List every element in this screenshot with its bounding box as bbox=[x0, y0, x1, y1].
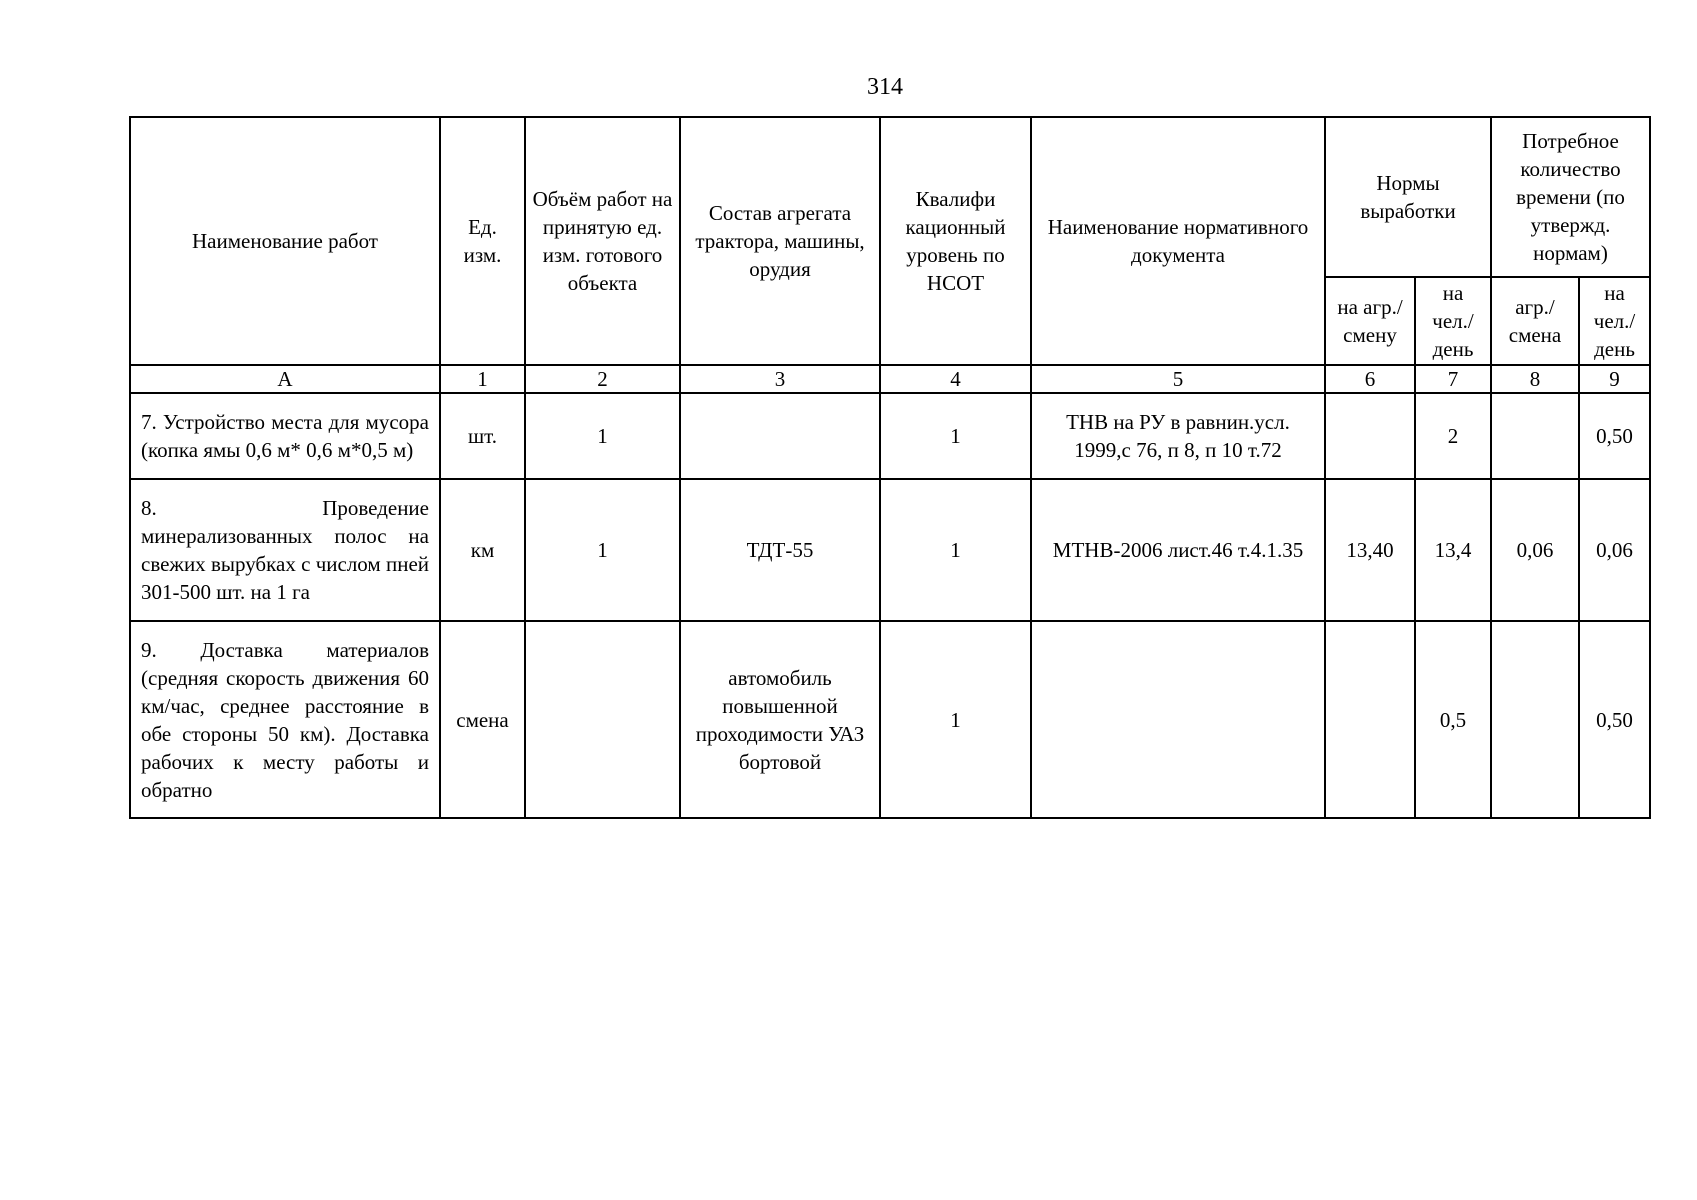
work-name-cell: 8. Проведение минерализованных полос на свежих вырубках с числом пней 301-500 шт. на 1 га bbox=[130, 479, 440, 621]
work-name-cell: 7. Устройство места для мусора (копка ямы 0,6 м* 0,6 м*0,5 м) bbox=[130, 393, 440, 479]
page-number: 314 bbox=[867, 74, 903, 100]
column-number: А bbox=[130, 365, 440, 393]
qualification-cell: 1 bbox=[880, 479, 1031, 621]
header-norms: Нормы выработки bbox=[1325, 117, 1491, 277]
time-person-cell: 0,50 bbox=[1579, 393, 1650, 479]
column-number: 2 bbox=[525, 365, 680, 393]
column-number: 1 bbox=[440, 365, 525, 393]
column-number-row bbox=[130, 365, 1650, 393]
norm-person-cell: 2 bbox=[1415, 393, 1491, 479]
header-time: Потребное количество времени (по утвержд. нормам) bbox=[1491, 117, 1650, 277]
time-person-cell: 0,50 bbox=[1579, 621, 1650, 818]
norm-person-cell: 0,5 bbox=[1415, 621, 1491, 818]
column-number: 7 bbox=[1415, 365, 1491, 393]
volume-cell: 1 bbox=[525, 393, 680, 479]
norm-person-cell: 13,4 bbox=[1415, 479, 1491, 621]
aggregate-cell: автомобиль повышенной проходимости УАЗ бортовой bbox=[680, 621, 880, 818]
header-time-agr: агр./ смена bbox=[1491, 277, 1579, 365]
header-unit: Ед. изм. bbox=[440, 117, 525, 365]
header-norms-agr: на агр./ смену bbox=[1325, 277, 1415, 365]
column-number: 5 bbox=[1031, 365, 1325, 393]
work-name-cell: 9. Доставка материалов (средняя скорость движения 60 км/час, среднее расстояние в обе стороны 50 км). Доставка рабочих к месту работы и обратно bbox=[130, 621, 440, 818]
header-row bbox=[130, 117, 1650, 277]
norm-agr-cell bbox=[1325, 393, 1415, 479]
volume-cell bbox=[525, 621, 680, 818]
time-agr-cell: 0,06 bbox=[1491, 479, 1579, 621]
column-number: 4 bbox=[880, 365, 1031, 393]
document-cell: МТНВ-2006 лист.46 т.4.1.35 bbox=[1031, 479, 1325, 621]
norm-agr-cell bbox=[1325, 621, 1415, 818]
table-row bbox=[130, 479, 1650, 621]
unit-cell: смена bbox=[440, 621, 525, 818]
time-agr-cell bbox=[1491, 621, 1579, 818]
document-cell: ТНВ на РУ в равнин.усл. 1999,с 76, п 8, п 10 т.72 bbox=[1031, 393, 1325, 479]
norm-agr-cell: 13,40 bbox=[1325, 479, 1415, 621]
work-norms-table bbox=[129, 116, 1651, 819]
header-time-person: на чел./ день bbox=[1579, 277, 1650, 365]
column-number: 9 bbox=[1579, 365, 1650, 393]
unit-cell: км bbox=[440, 479, 525, 621]
aggregate-cell bbox=[680, 393, 880, 479]
time-agr-cell bbox=[1491, 393, 1579, 479]
column-number: 3 bbox=[680, 365, 880, 393]
qualification-cell: 1 bbox=[880, 621, 1031, 818]
column-number: 6 bbox=[1325, 365, 1415, 393]
header-norms-person: на чел./ день bbox=[1415, 277, 1491, 365]
header-volume: Объём работ на принятую ед. изм. готового объекта bbox=[525, 117, 680, 365]
table-row bbox=[130, 621, 1650, 818]
column-number: 8 bbox=[1491, 365, 1579, 393]
volume-cell: 1 bbox=[525, 479, 680, 621]
header-qualification: Квалифи кационный уровень по НСОТ bbox=[880, 117, 1031, 365]
header-work-name: Наименование работ bbox=[130, 117, 440, 365]
table-row bbox=[130, 393, 1650, 479]
header-document: Наименование нормативного документа bbox=[1031, 117, 1325, 365]
unit-cell: шт. bbox=[440, 393, 525, 479]
time-person-cell: 0,06 bbox=[1579, 479, 1650, 621]
header-aggregate: Состав агрегата трактора, машины, орудия bbox=[680, 117, 880, 365]
aggregate-cell: ТДТ-55 bbox=[680, 479, 880, 621]
document-cell bbox=[1031, 621, 1325, 818]
qualification-cell: 1 bbox=[880, 393, 1031, 479]
